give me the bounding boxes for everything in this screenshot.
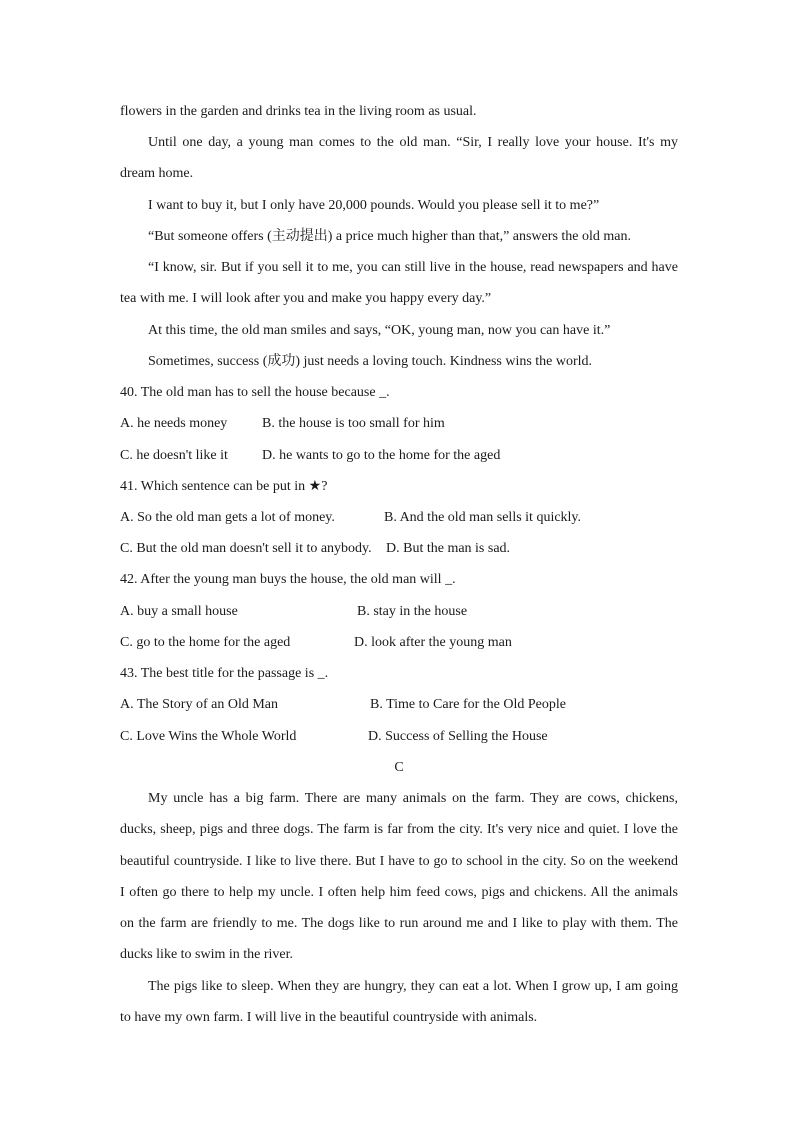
answer-option: C. Love Wins the Whole World — [120, 729, 297, 744]
passage-line: dream home. — [120, 166, 194, 181]
passage-line: tea with me. I will look after you and make you happy every day.” — [120, 291, 492, 306]
passage-line: I want to buy it, but I only have 20,000 pounds. Would you please sell it to me?” — [148, 198, 600, 213]
question-stem: 43. The best title for the passage is _. — [120, 666, 329, 681]
passage-line: I often go there to help my uncle. I often help him feed cows, pigs and chickens. All the animals — [120, 885, 678, 900]
passage-line: The pigs like to sleep. When they are hungry, they can eat a lot. When I grow up, I am going — [148, 979, 678, 994]
answer-option: B. stay in the house — [357, 604, 468, 619]
passage-line: beautiful countryside. I like to live there. But I have to go to school in the city. So on the weekend — [120, 854, 678, 869]
passage-line: “I know, sir. But if you sell it to me, you can still live in the house, read newspapers and have — [148, 260, 678, 275]
answer-option: D. But the man is sad. — [386, 541, 511, 556]
answer-option: A. he needs money — [120, 416, 228, 431]
question-stem: 40. The old man has to sell the house because _. — [120, 385, 390, 400]
question-stem: 41. Which sentence can be put in ★? — [120, 479, 328, 494]
passage-line: ducks like to swim in the river. — [120, 947, 294, 962]
answer-option: B. And the old man sells it quickly. — [384, 510, 582, 525]
passage-line: At this time, the old man smiles and says, “OK, young man, now you can have it.” — [148, 323, 611, 338]
answer-option: A. The Story of an Old Man — [120, 697, 278, 712]
passage-line: ducks, sheep, pigs and three dogs. The farm is far from the city. It's very nice and quiet. I love the — [120, 822, 678, 837]
answer-option: D. look after the young man — [354, 635, 512, 650]
passage-line: to have my own farm. I will live in the beautiful countryside with animals. — [120, 1010, 538, 1025]
answer-option: C. But the old man doesn't sell it to anybody. — [120, 541, 372, 556]
passage-line: Until one day, a young man comes to the old man. “Sir, I really love your house. It's my — [148, 135, 678, 150]
passage-line: Sometimes, success (成功) just needs a loving touch. Kindness wins the world. — [148, 354, 593, 369]
answer-option: D. he wants to go to the home for the aged — [262, 448, 501, 463]
answer-option: A. So the old man gets a lot of money. — [120, 510, 335, 525]
answer-option: C. he doesn't like it — [120, 448, 228, 463]
question-stem: 42. After the young man buys the house, the old man will _. — [120, 572, 456, 587]
answer-option: B. the house is too small for him — [262, 416, 445, 431]
passage-line: “But someone offers (主动提出) a price much higher than that,” answers the old man. — [148, 229, 631, 244]
passage-line: flowers in the garden and drinks tea in the living room as usual. — [120, 104, 477, 119]
answer-option: B. Time to Care for the Old People — [370, 697, 566, 712]
passage-line: My uncle has a big farm. There are many animals on the farm. They are cows, chickens, — [148, 791, 678, 806]
section-heading: C — [394, 760, 404, 775]
answer-option: A. buy a small house — [120, 604, 238, 619]
answer-option: C. go to the home for the aged — [120, 635, 291, 650]
passage-line: on the farm are friendly to me. The dogs like to run around me and I like to play with them. The — [120, 916, 678, 931]
answer-option: D. Success of Selling the House — [368, 729, 548, 744]
